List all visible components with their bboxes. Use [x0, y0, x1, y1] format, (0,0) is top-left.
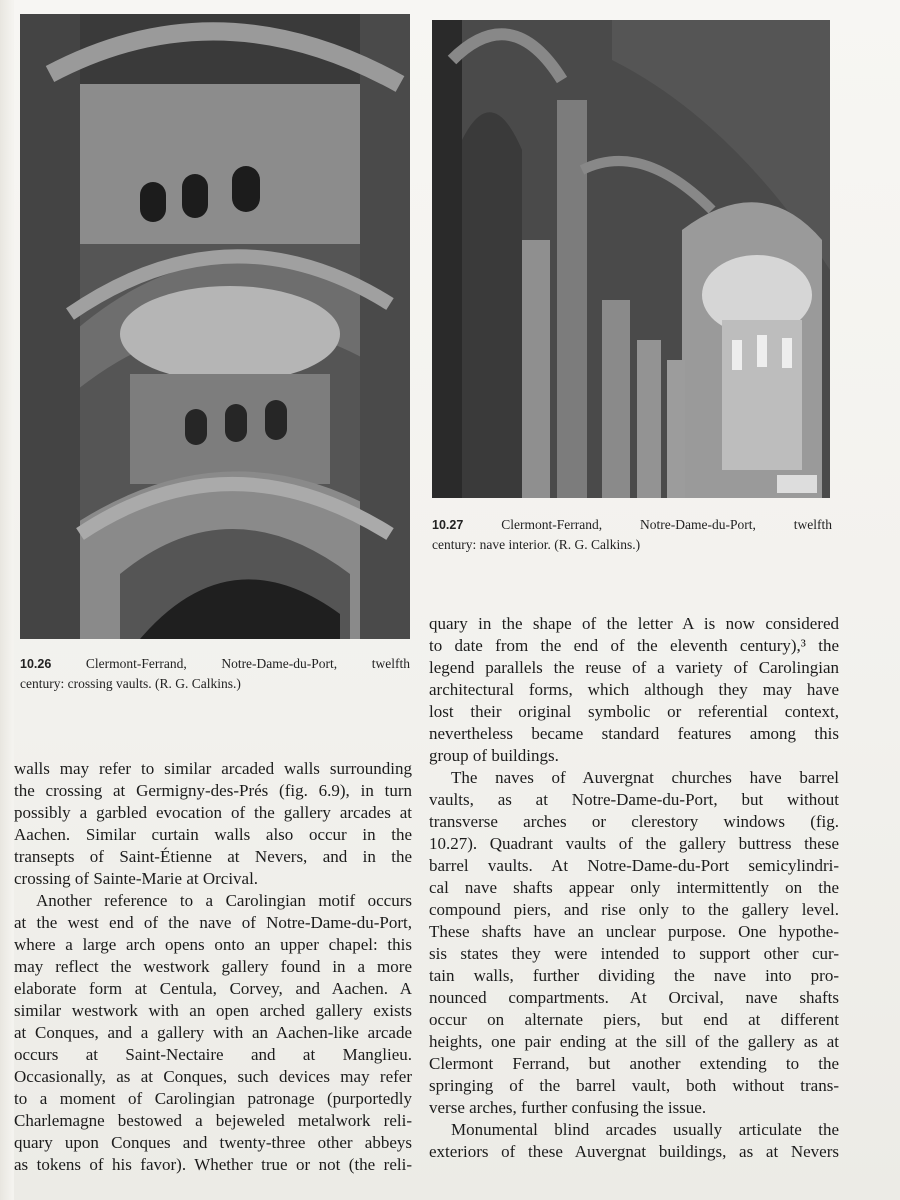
caption-line — [20, 654, 410, 674]
text-line: sis states they were intended to support other cur- — [429, 944, 839, 963]
text-line: architectural forms, which although they may have — [429, 680, 839, 699]
text-line: occur on alternate piers, but end at different — [429, 1010, 839, 1029]
book-page — [14, 0, 900, 1200]
text-line: Another reference to a Carolingian motif occurs — [36, 891, 412, 910]
text-line: may reflect the westwork gallery found in a more — [14, 957, 412, 976]
text-line: elaborate form at Centula, Corvey, and Aachen. A — [14, 979, 412, 998]
text-line: legend parallels the reuse of a variety of Carolingian — [429, 658, 839, 677]
text-line: verse arches, further confusing the issue. — [429, 1098, 707, 1117]
figure-photo-crossing-vaults — [20, 14, 410, 639]
text-line: occurs at Saint-Nectaire and at Manglieu. — [14, 1045, 412, 1064]
text-line: The naves of Auvergnat churches have barrel — [451, 768, 839, 787]
text-line: Charlemagne bestowed a bejeweled metalwork reli- — [14, 1111, 412, 1130]
text-line: to a moment of Carolingian patronage (purportedly — [14, 1089, 412, 1108]
text-line: where a large arch opens onto an upper chapel: this — [14, 935, 412, 954]
text-line: Clermont Ferrand, but another extending to the — [429, 1054, 839, 1073]
text-line: 10.27). Quadrant vaults of the gallery buttress these — [429, 834, 839, 853]
text-line: walls may refer to similar arcaded walls surrounding — [14, 759, 412, 778]
text-line: crossing of Sainte-Marie at Orcival. — [14, 869, 259, 888]
text-line: transverse arches or clerestory windows (fig. — [429, 812, 839, 831]
figure-number: 10.27 — [432, 518, 464, 532]
text-line: exteriors of these Auvergnat buildings, as at Nevers — [429, 1142, 839, 1161]
figure-caption-10-27 — [432, 515, 832, 555]
text-line: similar westwork with an open arched gallery exists — [14, 1001, 412, 1020]
figure-caption-10-26 — [20, 654, 410, 694]
text-line: quary upon Conques and twenty-three other abbeys — [14, 1133, 412, 1152]
text-line: Aachen. Similar curtain walls also occur in the — [14, 825, 412, 844]
text-line: at Conques, and a gallery with an Aachen-like arcade — [14, 1023, 412, 1042]
text-line: These shafts have an unclear purpose. One hypothe- — [429, 922, 839, 941]
text-line: tain walls, further dividing the nave into pro- — [429, 966, 839, 985]
text-line: transepts of Saint-Étienne at Nevers, and in the — [14, 847, 412, 866]
figure-photo-nave-interior — [432, 20, 830, 498]
text-column-left — [14, 758, 412, 1176]
caption-text: Clermont-Ferrand, Notre-Dame-du-Port, twelfth — [85, 656, 410, 671]
text-line: Monumental blind arcades usually articulate the — [451, 1120, 839, 1139]
text-line: nevertheless became standard features among this — [429, 724, 839, 743]
text-line: heights, one pair ending at the sill of the gallery as at — [429, 1032, 839, 1051]
text-line: to date from the end of the eleventh century),³ the — [429, 636, 839, 655]
text-line: as tokens of his favor). Whether true or not (the reli- — [14, 1155, 412, 1174]
text-line: quary in the shape of the letter A is now considered — [429, 614, 839, 633]
text-line: compound piers, and rise only to the gallery level. — [429, 900, 839, 919]
text-line: Occasionally, as at Conques, such devices may refer — [14, 1067, 412, 1086]
caption-line: century: crossing vaults. (R. G. Calkins.) — [20, 676, 241, 691]
figure-number: 10.26 — [20, 657, 52, 671]
text-line: possibly a garbled evocation of the gallery arcades at — [14, 803, 412, 822]
text-line: the crossing at Germigny-des-Prés (fig. 6.9), in turn — [14, 781, 412, 800]
text-line: group of buildings. — [429, 746, 559, 765]
text-column-right — [429, 613, 839, 1163]
text-line: cal nave shafts appear only intermittently on the — [429, 878, 839, 897]
caption-text: Clermont-Ferrand, Notre-Dame-du-Port, twelfth — [501, 517, 832, 532]
caption-line: century: nave interior. (R. G. Calkins.) — [432, 537, 641, 552]
text-line: lost their original symbolic or referential context, — [429, 702, 839, 721]
text-line: springing of the barrel vault, both without trans- — [429, 1076, 839, 1095]
text-line: barrel vaults. At Notre-Dame-du-Port semicylindri- — [429, 856, 839, 875]
text-line: at the west end of the nave of Notre-Dame-du-Port, — [14, 913, 412, 932]
text-line: nounced compartments. At Orcival, nave shafts — [429, 988, 839, 1007]
text-line: vaults, as at Notre-Dame-du-Port, but without — [429, 790, 839, 809]
caption-line — [432, 515, 832, 535]
